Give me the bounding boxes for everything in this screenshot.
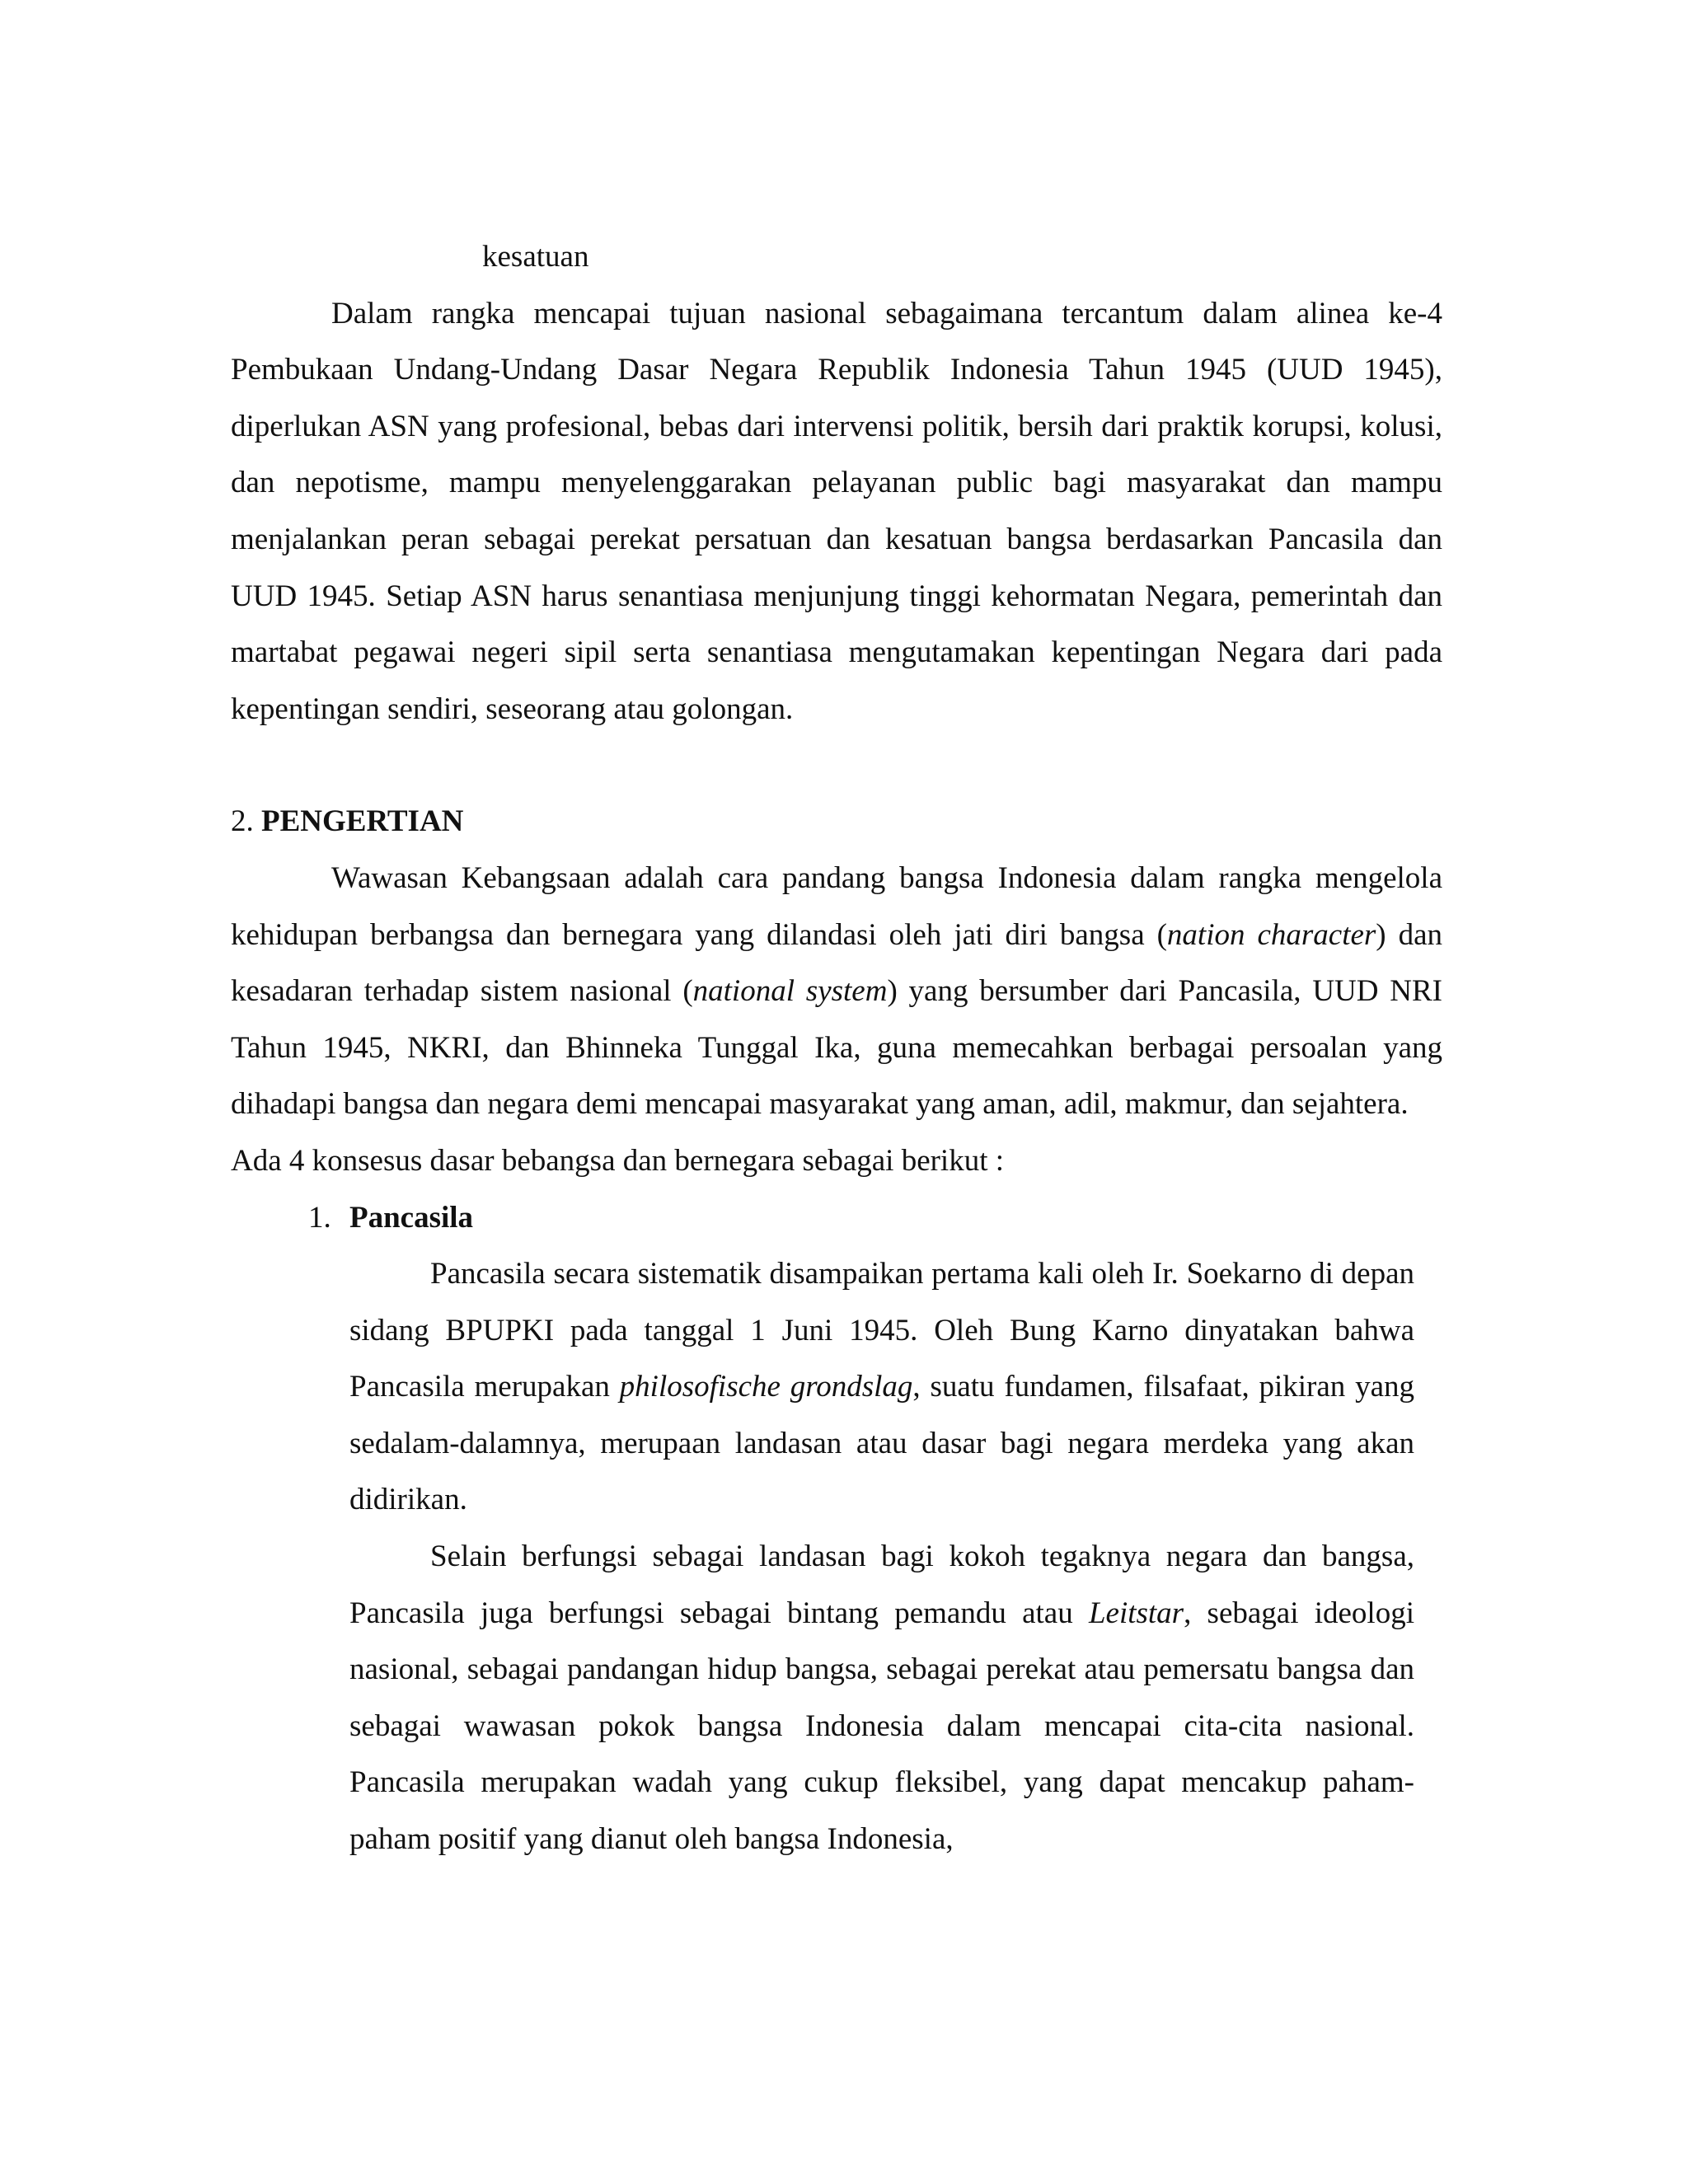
consensus-intro: Ada 4 konsesus dasar bebangsa dan bernegara sebagai berikut :: [231, 1143, 1005, 1178]
list-item-pancasila-body: [349, 1246, 1414, 1868]
section-number: 2.: [231, 804, 254, 839]
pancasila-paragraph-1: [349, 1246, 1414, 1529]
definition-text-1: Wawasan Kebangsaan adalah cara pandang bangsa Indonesia dalam rangka mengelola kehidupan berbangsa dan bernegara yang dilandasi oleh jati diri bangsa (: [231, 860, 1442, 952]
definition-italic-1: nation character: [1166, 917, 1376, 952]
definition-paragraph: [231, 851, 1442, 1133]
pancasila-p2-italic: Leitstar: [1088, 1596, 1184, 1630]
pancasila-p2-text-2: , sebagai ideologi nasional, sebagai pandangan hidup bangsa, sebagai perekat atau pemersatu bangsa dan sebagai wawasan pokok bangsa Indonesia dalam mencapai cita-cita nasional. Pancasila merupakan wadah yang cukup fleksibel, yang dapat mencakup paham-paham positif yang dianut oleh bangsa Indonesia,: [349, 1596, 1414, 1857]
pancasila-p1-text-1: Pancasila secara sistematik disampaikan pertama kali oleh Ir. Soekarno di depan sidang BPUPKI pada tanggal 1 Juni 1945. Oleh Bung Karno dinyatakan bahwa Pancasila merupakan: [349, 1257, 1414, 1404]
pancasila-paragraph-2: [349, 1529, 1414, 1868]
definition-italic-2: national system: [692, 974, 888, 1009]
pancasila-p2-text-1: Selain berfungsi sebagai landasan bagi kokoh tegaknya negara dan bangsa, Pancasila juga berfungsi sebagai bintang pemandu atau: [349, 1540, 1414, 1630]
pancasila-p1-text-2: , suatu fundamen, filsafaat, pikiran yang sedalam-dalamnya, merupaan landasan atau dasar bagi negara merdeka yang akan didirikan.: [349, 1370, 1415, 1517]
list-item-title: Pancasila: [349, 1200, 474, 1235]
section-title: PENGERTIAN: [261, 804, 464, 839]
continued-fragment: kesatuan: [482, 240, 589, 274]
list-item-pancasila-heading: [308, 1190, 1442, 1247]
definition-text-3: ) yang bersumber dari Pancasila, UUD NRI Tahun 1945, NKRI, dan Bhinneka Tunggal Ika, guna memecahkan berbagai persoalan yang dihadapi bangsa dan negara demi mencapai masyarakat yang aman, adil, makmur, dan sejahtera.: [231, 974, 1442, 1122]
list-item-number: 1.: [308, 1200, 331, 1235]
pancasila-p1-italic: philosofische grondslag: [619, 1370, 913, 1404]
consensus-list: [231, 1190, 1442, 1868]
definition-text-2: ) dan kesadaran terhadap sistem nasional (: [231, 917, 1443, 1009]
section-heading: [231, 794, 1442, 851]
intro-paragraph: Dalam rangka mencapai tujuan nasional sebagaimana tercantum dalam alinea ke-4 Pembukaan Undang-Undang Dasar Negara Republik Indonesia Tahun 1945 (UUD 1945), diperlukan ASN yang profesional, bebas dari intervensi politik, bersih dari praktik korupsi, kolusi, dan nepotisme, mampu menyelenggarakan pelayanan public bagi masyarakat dan mampu menjalankan peran sebagai perekat persatuan dan kesatuan bangsa berdasarkan Pancasila dan UUD 1945. Setiap ASN harus senantiasa menjunjung tinggi kehormatan Negara, pemerintah dan martabat pegawai negeri sipil serta senantiasa mengutamakan kepentingan Negara dari pada kepentingan sendiri, seseorang atau golongan.: [231, 296, 1442, 726]
document-body: [231, 229, 1442, 1868]
